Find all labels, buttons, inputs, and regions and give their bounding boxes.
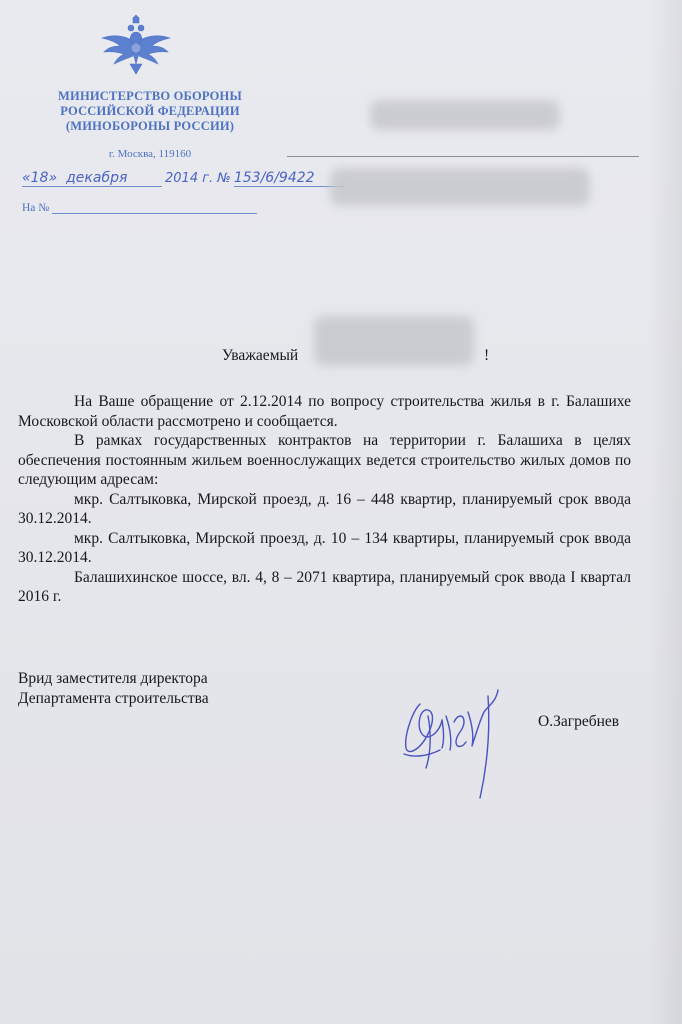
signer-title-line-1: Врид заместителя директора [18, 670, 208, 687]
ministry-line-2: РОССИЙСКОЙ ФЕДЕРАЦИИ [60, 104, 240, 118]
doc-number-field [234, 170, 344, 187]
redacted-addressee-address [330, 168, 590, 206]
reference-label: На № [22, 202, 50, 214]
salutation: Уважаемый [222, 347, 299, 364]
date-number-line [22, 170, 344, 192]
date-day: «18» [22, 170, 58, 186]
redacted-addressee-name [370, 100, 560, 130]
addressee-rule [287, 156, 639, 157]
date-year-label: 2014 г. № [165, 171, 231, 186]
doc-number: 153/6/9422 [233, 170, 315, 186]
ministry-line-1: МИНИСТЕРСТВО ОБОРОНЫ [58, 89, 242, 103]
ministry-name [40, 89, 260, 134]
letter-body [18, 392, 631, 607]
handwritten-signature [398, 676, 508, 806]
paragraph-3: мкр. Салтыковка, Мирской проезд, д. 16 – 448 квартир, планируемый срок ввода 30.12.2014. [18, 490, 631, 527]
date-field [22, 170, 162, 187]
ministry-line-3: (МИНОБОРОНЫ РОССИИ) [65, 119, 235, 133]
reference-line [22, 201, 257, 214]
paragraph-4: мкр. Салтыковка, Мирской проезд, д. 10 – 134 квартиры, планируемый срок ввода 30.12.2014. [18, 529, 631, 566]
eagle-emblem-icon [98, 14, 174, 76]
date-month: декабря [66, 170, 128, 186]
signer-title-line-2: Департамента строительства [18, 689, 209, 707]
signer-name: О.Загребнев [538, 713, 620, 730]
reference-field [52, 201, 257, 214]
redacted-recipient-name [314, 316, 474, 366]
paragraph-2: В рамках государственных контрактов на территории г. Балашиха в целях обеспечения постоянным жильем военнослужащих ведется строительство жилых домов по следующим адресам: [18, 432, 631, 488]
ministry-city: г. Москва, 119160 [108, 148, 192, 160]
page-edge-shadow [648, 0, 682, 1024]
salutation-exclamation: ! [484, 347, 490, 364]
paragraph-5: Балашихинское шоссе, вл. 4, 8 – 2071 квартира, планируемый срок ввода I квартал 2016 г. [18, 568, 631, 605]
paragraph-1: На Ваше обращение от 2.12.2014 по вопросу строительства жилья в г. Балашихе Московской области рассмотрено и сообщается. [18, 393, 631, 430]
signer-title [18, 669, 209, 708]
